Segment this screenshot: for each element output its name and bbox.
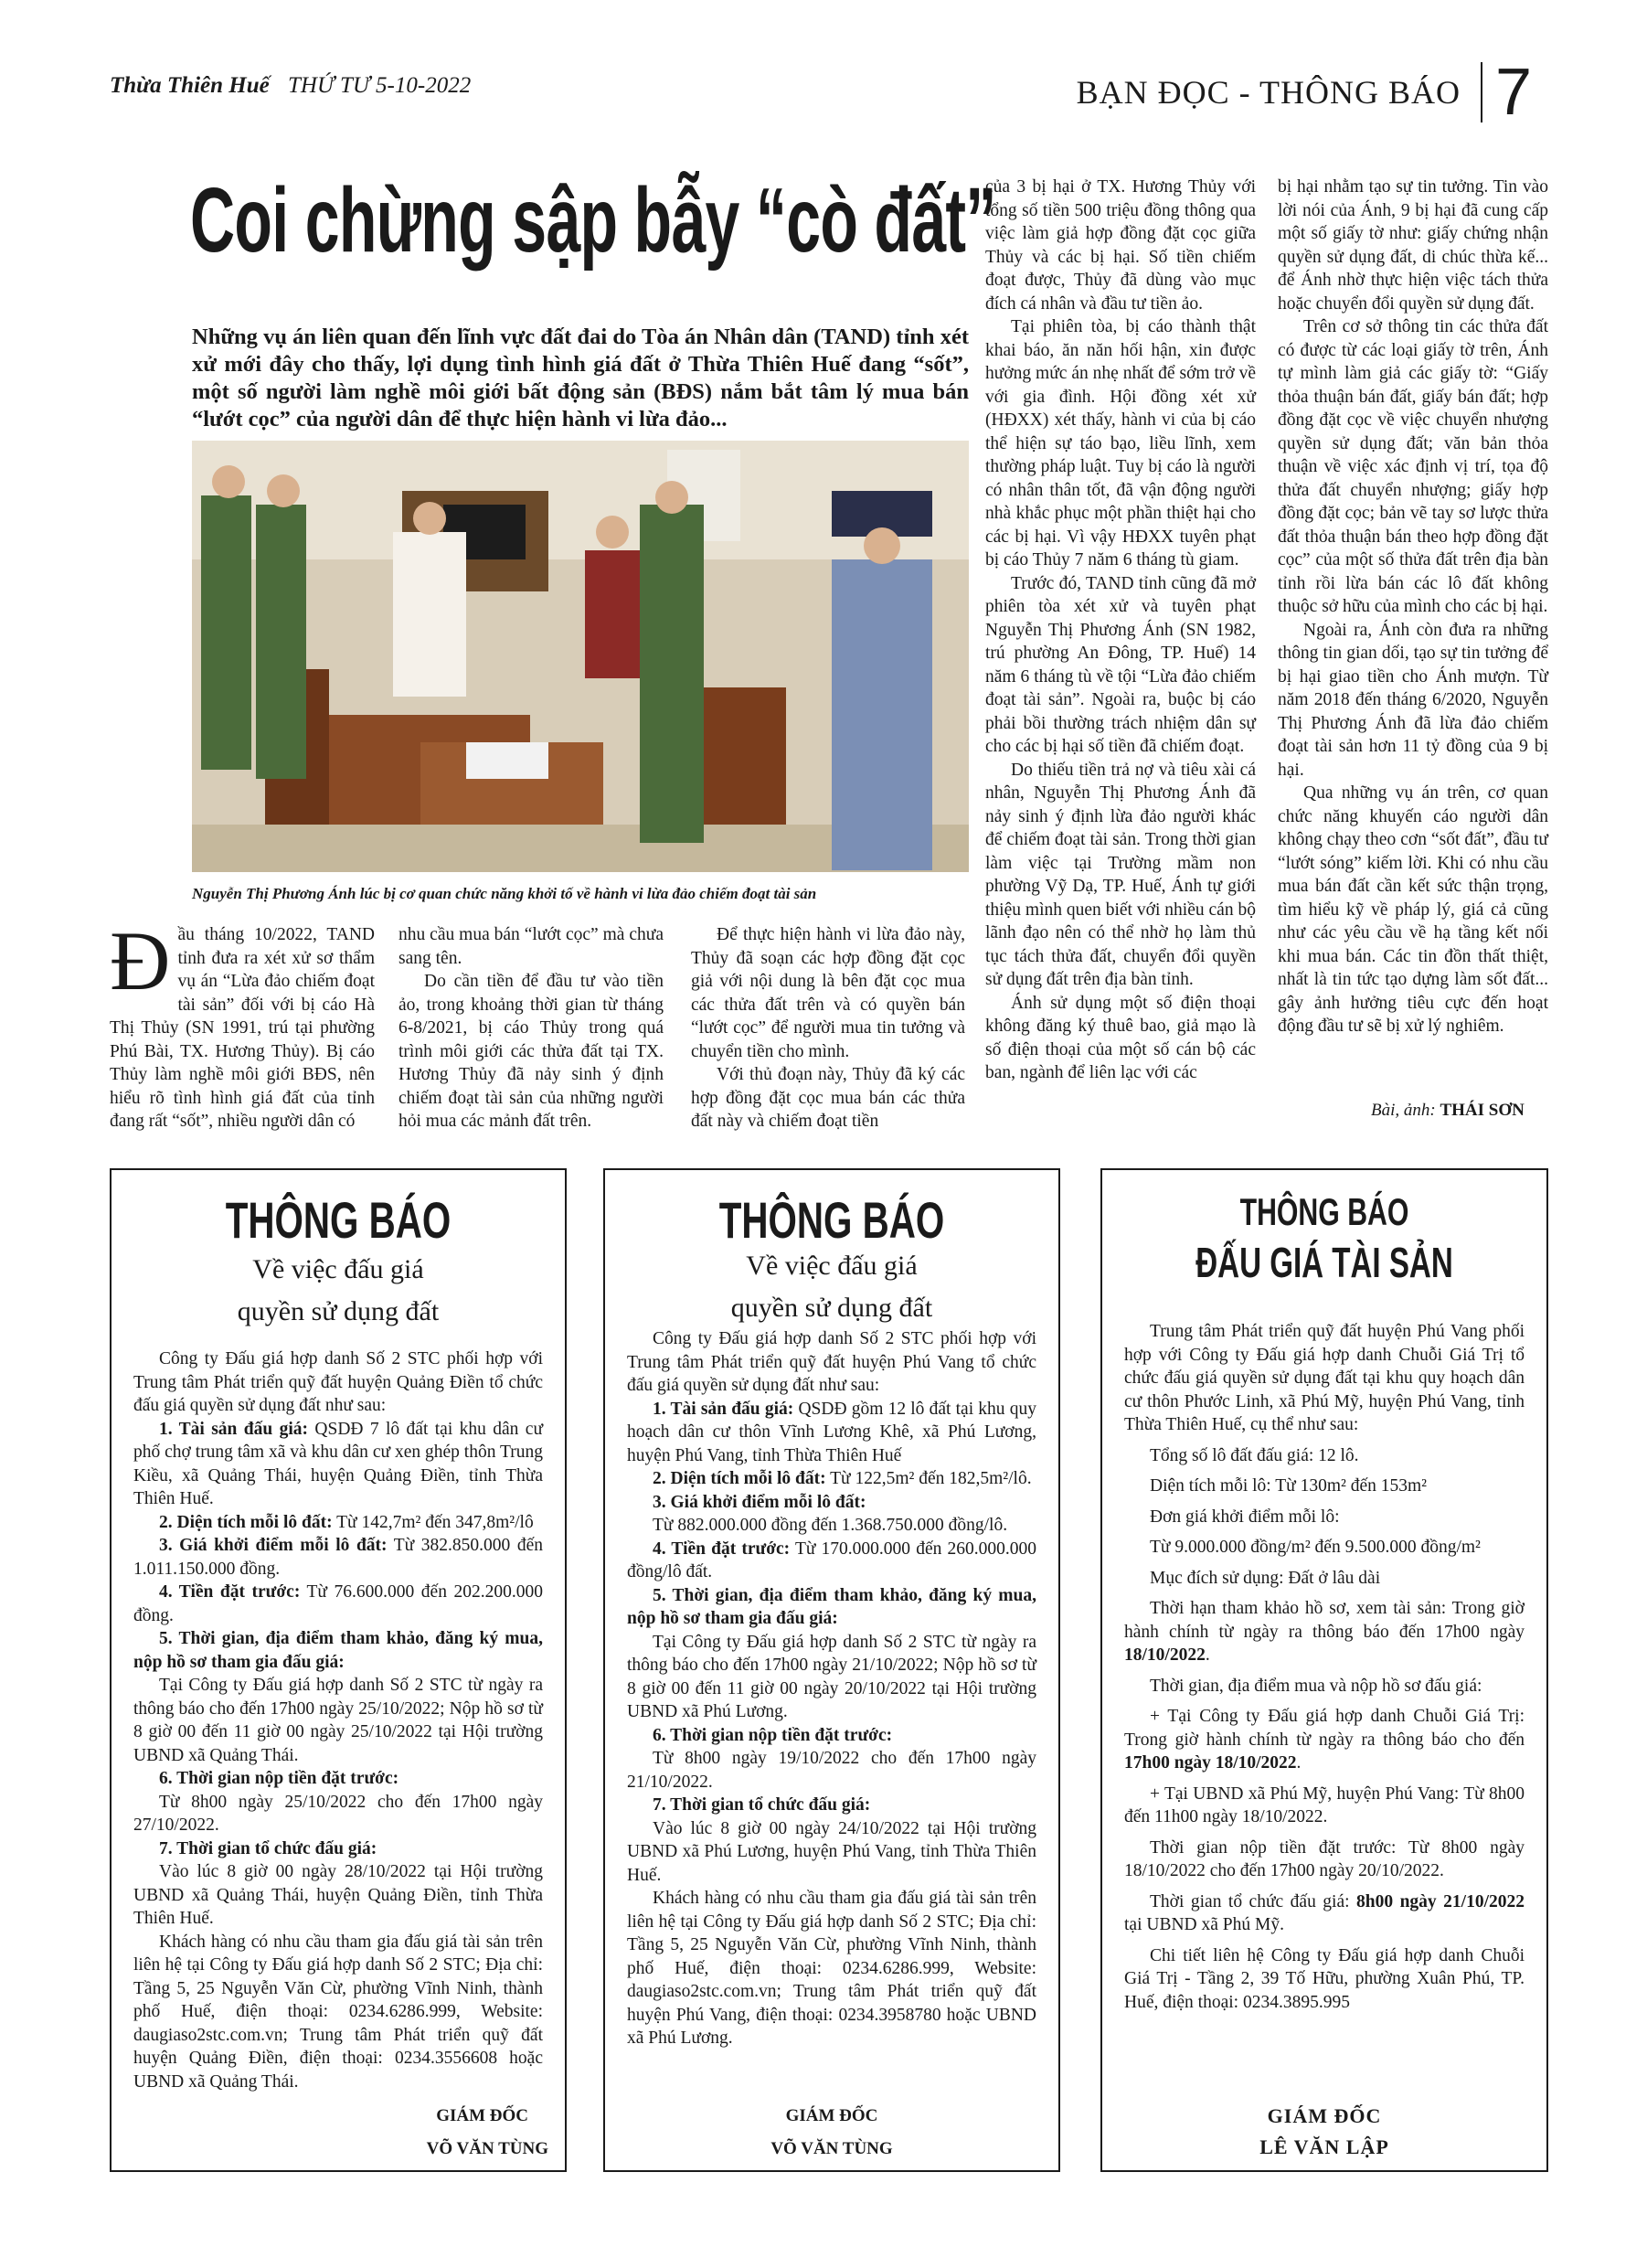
item-label: 5. Thời gian, địa điểm tham khảo, đăng ký mua, nộp hồ sơ tham gia đấu giá: [627,1585,1036,1628]
newspaper-name: Thừa Thiên Huế [110,73,270,98]
notice-subtitle: Về việc đấu giá [746,1251,918,1281]
auction-date: 8h00 ngày 21/10/2022 [1356,1891,1525,1911]
item-label: 6. Thời gian nộp tiền đặt trước: [159,1769,399,1788]
notice-box-quang-dien [110,1168,567,2172]
page-number: 7 [1494,56,1532,129]
notice-intro: Công ty Đấu giá hợp danh Số 2 STC phối hợp với Trung tâm Phát triển quỹ đất huyện Quảng Điền tổ chức đấu giá quyền sử dụng đất như sau: [133,1349,543,1415]
item-label: 7. Thời gian tổ chức đấu giá: [653,1795,871,1815]
section-name: BẠN ĐỌC - THÔNG BÁO [1076,74,1461,111]
notice-paragraph: Thời gian, địa điểm mua và nộp hồ sơ đấu giá: [1150,1676,1482,1696]
paragraph: nhu cầu mua bán “lướt cọc” mà chưa sang tên. [398,925,664,968]
signatory-name: VÕ VĂN TÙNG [770,2139,893,2158]
notice-paragraph: + Tại Công ty Đấu giá hợp danh Chuỗi Giá Trị: Trong giờ hành chính từ ngày ra thông báo cho đến [1124,1707,1525,1750]
item-text: Từ 382.850.000 đến 1.011.150.000 đồng. [133,1536,543,1579]
item-label: 5. Thời gian, địa điểm tham khảo, đăng ký mua, nộp hồ sơ tham gia đấu giá: [133,1629,543,1672]
item-text: Từ 142,7m² đến 347,8m²/lô [332,1512,534,1532]
photo-caption: Nguyễn Thị Phương Ánh lúc bị cơ quan chức năng khởi tố về hành vi lừa đảo chiếm đoạt tài sản [192,885,817,902]
notice-box-phu-my [1100,1168,1548,2172]
arrest-scene-illustration [192,441,969,872]
article-column-2 [398,923,664,1134]
notice-paragraph: Diện tích mỗi lô: Từ 130m² đến 153m² [1150,1476,1428,1496]
article-lead: Những vụ án liên quan đến lĩnh vực đất đai do Tòa án Nhân dân (TAND) tỉnh xét xử mới đây cho thấy, lợi dụng tình hình giá đất ở Thừa Thiên Huế đang “sốt”, một số người làm nghề môi giới bất động sản (BĐS) nắm bắt tâm lý mua bán “lướt cọc” của người dân để thực hiện hành vi lừa đảo... [192,325,969,431]
notice-paragraph: Trung tâm Phát triển quỹ đất huyện Phú Vang phối hợp với Công ty Đấu giá hợp danh Chuỗi Giá Trị tổ chức đấu giá quyền sử dụng đất tại khu quy hoạch dân cư thôn Phước Linh, xã Phú Mỹ, huyện Phú Vang, tỉnh Thừa Thiên Huế, cụ thể như sau: [1124,1322,1525,1434]
item-label: 2. Diện tích mỗi lô đất: [159,1512,333,1532]
article-credit [1371,1101,1525,1121]
signatory-title: GIÁM ĐỐC [1267,2104,1382,2127]
article-photo [192,441,969,872]
issue-date: THỨ TƯ 5-10-2022 [287,73,472,98]
page-header-right [1076,56,1532,129]
punctuation: . [1296,1753,1302,1773]
signatory-title: GIÁM ĐỐC [436,2106,528,2125]
notice-intro: Công ty Đấu giá hợp danh Số 2 STC phối hợp với Trung tâm Phát triển quỹ đất huyện Phú Vang tổ chức đấu giá quyền sử dụng đất như sau: [627,1329,1036,1395]
item-label: 6. Thời gian nộp tiền đặt trước: [653,1725,893,1745]
notice-body [133,1347,543,2093]
item-label: 1. Tài sản đấu giá: [653,1399,794,1419]
paragraph: bị hại nhằm tạo sự tin tưởng. Tin vào lời nói của Ánh, 9 bị hại đã cung cấp một số giấy tờ như: giấy chứng nhận quyền sử dụng đất, di chúc thừa kế... để Ánh nhờ thực hiện việc tách thửa hoặc chuyển đổi quyền sử dụng đất. [1278,177,1548,314]
paragraph: Trước đó, TAND tỉnh cũng đã mở phiên tòa xét xử và tuyên phạt Nguyễn Thị Phương Ánh (SN 1982, trú phường An Đông, TP. Huế) 14 năm 6 tháng tù về tội “Lừa đảo chiếm đoạt tài sản”. Ngoài ra, buộc bị cáo phải bồi thường trách nhiệm dân sự cho các bị hại số tiền đã chiếm đoạt. [985,573,1256,756]
paragraph: Ánh sử dụng một số điện thoại không đăng ký thuê bao, giả mạo là số điện thoại của một số cán bộ các ban, ngành để liên lạc với các [985,993,1256,1082]
item-text: Từ 122,5m² đến 182,5m²/lô. [825,1469,1032,1488]
notice-paragraph: Thời gian tổ chức đấu giá: [1150,1891,1357,1911]
deadline-date: 18/10/2022 [1124,1645,1206,1665]
paragraph: Ngoài ra, Ánh còn đưa ra những thông tin gian dối, tạo sự tin tưởng để bị hại giao tiền cho Ánh mượn. Từ năm 2018 đến tháng 6/2020, Nguyễn Thị Phương Ánh đã lừa đảo chiếm đoạt tài sản hơn 11 tỷ đồng của 9 bị hại. [1278,620,1548,780]
notice-box-phu-vang-1 [603,1168,1060,2172]
notice-paragraph: tại UBND xã Phú Mỹ. [1124,1915,1284,1934]
item-text: Tại Công ty Đấu giá hợp danh Số 2 STC từ ngày ra thông báo cho đến 17h00 ngày 21/10/2022; Nộp hồ sơ từ 8 giờ 00 đến 11 giờ 00 ngày 20/10/2022 tại Hội trường UBND xã Phú Lương. [627,1632,1036,1721]
paragraph: Do cần tiền để đầu tư vào tiền ảo, trong khoảng thời gian từ tháng 6-8/2021, bị cáo Thủy trong quá trình môi giới các thửa đất tại TX. Hương Thủy đã nảy sinh ý định chiếm đoạt tài sản của những người hỏi mua các mảnh đất trên. [398,972,664,1131]
item-label: 2. Diện tích mỗi lô đất: [653,1469,826,1488]
item-label: 3. Giá khởi điểm mỗi lô đất: [653,1492,866,1512]
article-column-5 [1278,176,1548,1038]
credit-label: Bài, ảnh: [1371,1101,1436,1120]
paragraph: ầu tháng 10/2022, TAND tỉnh đưa ra xét xử sơ thẩm vụ án “Lừa đảo chiếm đoạt tài sản” đối với bị cáo Hà Thị Thủy (SN 1991, trú tại phường Phú Bài, TX. Hương Thủy). Bị cáo Thủy làm nghề môi giới BĐS, nên hiểu rõ tình hình giá đất của tỉnh đang rất “sốt”, nhiều người dân có [110,925,375,1131]
notice-body [627,1327,1036,2050]
item-label: 3. Giá khởi điểm mỗi lô đất: [159,1536,388,1555]
header-divider [1481,62,1482,122]
notice-subtitle: quyền sử dụng đất [237,1296,440,1326]
item-text: Từ 882.000.000 đồng đến 1.368.750.000 đồng/lô. [653,1516,1008,1535]
paragraph: Tại phiên tòa, bị cáo thành thật khai báo, ăn năn hối hận, xin được hưởng mức án nhẹ nhất để sớm trở về với gia đình. Hội đồng xét xử (HĐXX) xét thấy, hành vi của bị cáo thể hiện sự táo bạo, liều lĩnh, xem thường pháp luật. Tuy bị cáo là người có nhân thân tốt, đã vận động người nhà khắc phục một phần thiệt hại cho các bị hại. Vì vậy HĐXX tuyên phạt bị cáo Thủy 7 năm 6 tháng tù giam. [985,317,1256,570]
item-label: 1. Tài sản đấu giá: [159,1419,309,1439]
notice-contact: Chi tiết liên hệ Công ty Đấu giá hợp danh Chuỗi Giá Trị - Tầng 2, 39 Tố Hữu, phường Xuân Phú, TP. Huế, điện thoại: 0234.3895.995 [1124,1945,1525,2012]
article-headline: Coi chừng sập bẫy “cò đất” [190,169,996,272]
item-text: Vào lúc 8 giờ 00 ngày 28/10/2022 tại Hội trường UBND xã Quảng Thái, huyện Quảng Điền, tỉnh Thừa Thiên Huế. [133,1862,543,1928]
item-text: Vào lúc 8 giờ 00 ngày 24/10/2022 tại Hội trường UBND xã Phú Lương, huyện Phú Vang, tỉnh Thừa Thiên Huế. [627,1818,1036,1885]
item-text: QSDĐ 7 lô đất tại khu dân cư phố chợ trung tâm xã và khu dân cư xen ghép thôn Trung Kiều, xã Quảng Thái, huyện Quảng Điền, tỉnh Thừa Thiên Huế. [133,1419,544,1508]
item-text: Từ 76.600.000 đến 202.200.000 đồng. [133,1582,543,1625]
notice-paragraph: Đơn giá khởi điểm mỗi lô: [1150,1507,1340,1527]
notice-contact: Khách hàng có nhu cầu tham gia đấu giá tài sản trên liên hệ tại Công ty Đấu giá hợp danh Số 2 STC; Địa chỉ: Tầng 5, 25 Nguyễn Văn Cừ, phường Vĩnh Ninh, thành phố Huế, điện thoại: 0234.6286.999, Website: daugiaso2stc.com.vn; Trung tâm Phát triển quỹ đất huyện Phú Vang, điện thoại: 0234.3958780 hoặc UBND xã Phú Lương. [627,1889,1036,2048]
article-column-1 [110,914,375,1134]
paragraph: của 3 bị hại ở TX. Hương Thủy với tổng số tiền 500 triệu đồng thông qua việc làm giả hợp đồng đặt cọc giữa Thủy và các bị hại. Số tiền chiếm đoạt được, Thủy đã dùng vào mục đích cá nhân và đầu tư tiền ảo. [985,177,1256,314]
notice-title: THÔNG BÁO [718,1191,945,1249]
notice-body [1124,1320,1525,2021]
paragraph: Qua những vụ án trên, cơ quan chức năng khuyến cáo người dân không chạy theo cơn “sốt đất”, đầu tư “lướt sóng” kiếm lời. Khi có nhu cầu mua bán đất cần kết sức thận trọng, tìm hiểu kỹ về pháp lý, giá cả cũng như các yêu cầu về hạ tầng kết nối khi mua bán. Các tin đồn thất thiệt, nhất là tin tức tạo dựng làm sốt đất... gây ảnh hưởng tiêu cực đến hoạt động đầu tư sẽ bị xử lý nghiêm. [1278,783,1548,1036]
notice-paragraph: Tổng số lô đất đấu giá: 12 lô. [1150,1445,1359,1465]
notice-contact: Khách hàng có nhu cầu tham gia đấu giá tài sản trên liên hệ tại Công ty Đấu giá hợp danh Số 2 STC; Địa chỉ: Tầng 5, 25 Nguyễn Văn Cừ, phường Vĩnh Ninh, thành phố Huế, điện thoại: 0234.6286.999, Website: daugiaso2stc.com.vn; Trung tâm Phát triển quỹ đất huyện Quảng Điền, điện thoại: 0234.3556608 hoặc UBND xã Quảng Thái. [133,1932,543,2092]
notice-subtitle: Về việc đấu giá [252,1254,424,1284]
item-text: Từ 8h00 ngày 19/10/2022 cho đến 17h00 ngày 21/10/2022. [627,1749,1036,1792]
signatory-title: GIÁM ĐỐC [785,2106,878,2125]
credit-author: THÁI SƠN [1440,1101,1525,1120]
drop-cap: Đ [110,914,171,1007]
signatory-name: LÊ VĂN LẬP [1259,2135,1389,2158]
page-header-left [110,73,471,99]
item-text: Tại Công ty Đấu giá hợp danh Số 2 STC từ ngày ra thông báo cho đến 17h00 ngày 25/10/2022; Nộp hồ sơ từ 8 giờ 00 đến 11 giờ 00 ngày 25/10/2022 tại Hội trường UBND xã Quảng Thái. [133,1676,543,1765]
item-label: 4. Tiền đặt trước: [653,1539,791,1559]
punctuation: . [1205,1645,1210,1665]
paragraph: Do thiếu tiền trả nợ và tiêu xài cá nhân, Nguyễn Thị Phương Ánh đã nảy sinh ý định lừa đảo người khác để chiếm đoạt tài sản. Trong thời gian làm việc tại Trường mầm non phường Vỹ Dạ, TP. Huế, Ánh tự giới thiệu mình quen biết với nhiều cán bộ lãnh đạo nên có thể nhờ họ làm thủ tục tách thửa đất, chuyển đổi quyền sử dụng đất trên địa bàn tỉnh. [985,760,1256,989]
item-text: QSDĐ gồm 12 lô đất tại khu quy hoạch dân cư thôn Vĩnh Lương Khê, xã Phú Lương, huyện Phú Vang, tỉnh Thừa Thiên Huế [627,1399,1037,1465]
notice-subtitle: ĐẤU GIÁ TÀI SẢN [1195,1239,1453,1286]
item-text: Từ 170.000.000 đến 260.000.000 đồng/lô đất. [627,1539,1036,1581]
paragraph: Với thủ đoạn này, Thủy đã ký các hợp đồng đặt cọc mua bán các thửa đất này và chiếm đoạt tiền [691,1065,965,1131]
deadline-date: 17h00 ngày 18/10/2022 [1124,1753,1297,1773]
item-text: Từ 8h00 ngày 25/10/2022 cho đến 17h00 ngày 27/10/2022. [133,1792,543,1835]
article-column-3 [691,923,965,1134]
notice-paragraph: Thời hạn tham khảo hồ sơ, xem tài sản: Trong giờ hành chính từ ngày ra thông báo đến 17h00 ngày [1124,1599,1525,1642]
notice-subtitle: quyền sử dụng đất [730,1293,933,1323]
item-label: 7. Thời gian tổ chức đấu giá: [159,1838,377,1858]
notice-paragraph: Thời gian nộp tiền đặt trước: Từ 8h00 ngày 18/10/2022 cho đến 17h00 ngày 20/10/2022. [1124,1837,1525,1880]
paragraph: Trên cơ sở thông tin các thửa đất có được từ các loại giấy tờ trên, Ánh tự mình làm giả các giấy tờ: “Giấy thỏa thuận bán đất, giấy bán đất; hợp đồng đặt cọc về việc chuyển nhượng quyền sử dụng đất; văn bản thỏa thuận về việc xác định vị trí, tọa độ thửa đất chuyển nhượng; giấy hợp đồng đặt cọc; bản vẽ tay sơ lược thửa đất thỏa thuận bán theo hợp đồng đặt cọc” của một số thửa đất trên địa bàn tỉnh rồi lừa bán các lô đất không thuộc sở hữu của mình cho các bị hại. [1278,317,1548,616]
notice-paragraph: + Tại UBND xã Phú Mỹ, huyện Phú Vang: Từ 8h00 đến 11h00 ngày 18/10/2022. [1124,1784,1525,1826]
notice-paragraph: Mục đích sử dụng: Đất ở lâu dài [1150,1568,1381,1588]
item-label: 4. Tiền đặt trước: [159,1582,301,1602]
paragraph: Để thực hiện hành vi lừa đảo này, Thủy đã soạn các hợp đồng đặt cọc giả với nội dung là bên đặt cọc mua các thửa đất trên và có quyền bán “lướt cọc” để người mua tin tưởng và chuyển tiền cho mình. [691,925,965,1061]
notice-title: THÔNG BÁO [225,1191,452,1249]
article-column-4 [985,176,1256,1085]
signatory-name: VÕ VĂN TÙNG [426,2139,548,2158]
notice-paragraph: Từ 9.000.000 đồng/m² đến 9.500.000 đồng/m² [1150,1538,1481,1557]
notice-title: THÔNG BÁO [1239,1190,1409,1233]
